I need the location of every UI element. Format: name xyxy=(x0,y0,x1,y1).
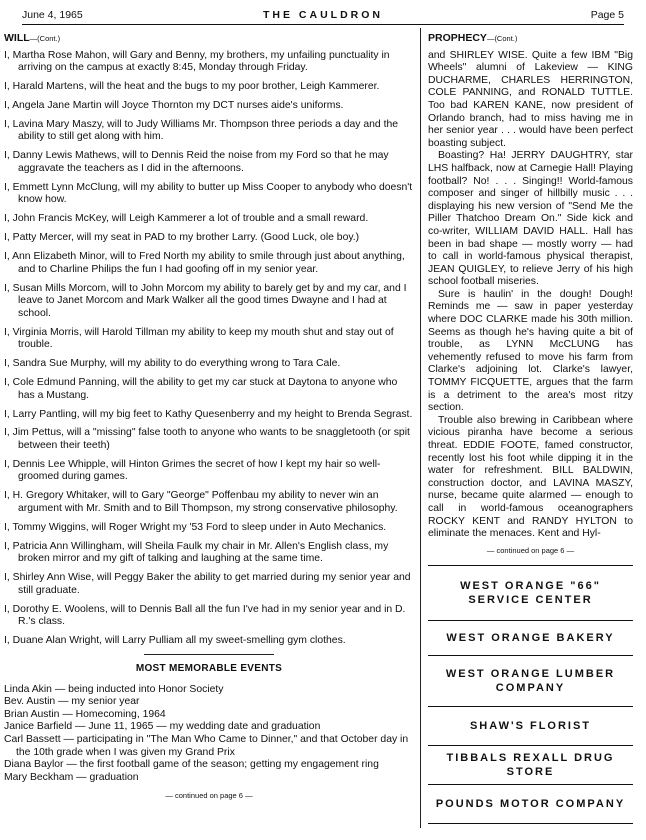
memorable-event: Mary Beckham — graduation xyxy=(4,771,139,783)
prophecy-paragraph: Trouble also brewing in Caribbean where vicious piranha have become a serious threat. EDDIE FOOTE, famed constructor, recently lost his foot while dipping it in the water for refreshment. BILL BALDWIN, construction doctor, and LAVINA MASZY, nurse, became quite alarmed — enough to call in world-famous oceanographers ROCKY KENT and RANDY HYLTON to eliminate the menaces. Kent and Hyl- xyxy=(428,414,633,540)
will-entry: I, Tommy Wiggins, will Roger Wright my '53 Ford to sleep under in Auto Mechanics. xyxy=(4,521,387,533)
will-entry: I, Susan Mills Morcom, will to John Morcom my ability to barely get by and my car, and I leave to Janet Morcom and Mark Walker all the good times Dwayne and I had at school. xyxy=(4,282,407,319)
will-entry: I, Virginia Morris, will Harold Tillman my ability to keep my mouth shut and stay out of trouble. xyxy=(4,326,394,351)
will-entry: I, Dennis Lee Whipple, will Hinton Grimes the secret of how I kept my hair so well-groomed during games. xyxy=(4,458,381,483)
prophecy-heading xyxy=(428,32,633,46)
page-header xyxy=(22,8,624,25)
ad-line-1: WEST ORANGE BAKERY xyxy=(446,632,615,645)
will-heading xyxy=(4,32,414,46)
newspaper-title: THE CAULDRON xyxy=(263,9,383,21)
will-entry: I, Danny Lewis Mathews, will to Dennis Reid the noise from my Ford so that he may aggravate the teachers as I did in the afternoons. xyxy=(4,150,389,174)
ad-line-2: SERVICE CENTER xyxy=(468,594,593,607)
will-entry: I, Duane Alan Wright, will Larry Pulliam all my sweet-smelling gym clothes. xyxy=(4,635,346,647)
prophecy-heading-text: PROPHECY xyxy=(428,32,487,44)
will-entry: I, Jim Pettus, will a "missing" false tooth to anyone who wants to be snaggletooth (or spit between their teeth) xyxy=(4,427,410,451)
page-number: Page 5 xyxy=(590,9,624,21)
advertisements xyxy=(428,566,633,824)
ad-box xyxy=(428,785,633,824)
ad-line-1: WEST ORANGE "66" xyxy=(460,580,601,593)
issue-date: June 4, 1965 xyxy=(22,9,83,21)
will-heading-text: WILL xyxy=(4,32,30,44)
will-entry: I, Martha Rose Mahon, will Gary and Benny, my brothers, my unfailing punctuality in arriving on the campus at exactly 8:45, Monday through Friday. xyxy=(4,49,390,74)
memorable-events-title: MOST MEMORABLE EVENTS xyxy=(135,663,283,675)
continued-note-left: — continued on page 6 — xyxy=(165,791,253,801)
memorable-event: Linda Akin — being inducted into Honor Society xyxy=(4,683,224,695)
will-entry: I, Emmett Lynn McClung, will my ability to butter up Miss Cooper to anybody who doesn't know how. xyxy=(4,181,413,206)
continued-note-right: — continued on page 6 — xyxy=(428,545,633,567)
memorable-event: Janice Barfield — June 11, 1965 — my wedding date and graduation xyxy=(4,721,321,733)
memorable-event: Carl Bassett — participating in "The Man Who Came to Dinner," and that October day in the 10th grade when I was given my Grand Prix xyxy=(4,734,409,758)
ad-box xyxy=(428,707,633,746)
will-entry: I, Dorothy E. Woolens, will to Dennis Ball all the fun I've had in my senior year and in D. R.'s class. xyxy=(4,603,406,628)
ad-line-1: POUNDS MOTOR COMPANY xyxy=(435,798,626,811)
will-entry: I, Cole Edmund Panning, will the ability to get my car stuck at Daytona to anyone who has a Mustang. xyxy=(4,377,398,401)
will-entry: I, Ann Elizabeth Minor, will to Fred North my ability to smile through just about anything, and to Charline Philips the fun I had goofing off in my senior year. xyxy=(4,251,405,275)
will-entry: I, Sandra Sue Murphy, will my ability to do everything wrong to Tara Cale. xyxy=(4,358,341,370)
will-column xyxy=(4,30,414,830)
will-entries xyxy=(4,50,414,648)
prophecy-paragraph: Boasting? Ha! JERRY DAUGHTRY, star LHS halfback, now at Carnegie Hall! Playing football? No! . . . Singing!! World-famous composer and singer of hillbilly music . . . displaying his new version of "Send Me the Piller Thatchoo Dream On." Side kick and co-writer, WILLIAM DAVID HALL. Hall has been in bad shape — mostly worry — had to call in world-famous physical therapist, JEAN QUIGLEY, to relieve Jerry of his high school football miseries. xyxy=(428,150,633,288)
ad-box xyxy=(428,746,633,785)
ad-line-2: COMPANY xyxy=(495,682,566,695)
ad-line-1: SHAW'S FLORIST xyxy=(469,720,592,733)
memorable-event: Bev. Austin — my senior year xyxy=(4,696,140,708)
ad-box xyxy=(428,621,633,656)
will-entry: I, John Francis McKey, will Leigh Kammerer a lot of trouble and a small reward. xyxy=(4,213,369,225)
will-entry: I, Shirley Ann Wise, will Peggy Baker the ability to get married during my senior year and still graduate. xyxy=(4,572,411,596)
prophecy-heading-suffix: —(Cont.) xyxy=(486,34,518,43)
ad-box xyxy=(428,656,633,707)
ad-line-1: WEST ORANGE LUMBER xyxy=(445,668,616,681)
section-divider xyxy=(144,654,274,655)
ad-line-1: TIBBALS REXALL DRUG STORE xyxy=(446,752,615,779)
will-heading-suffix: —(Cont.) xyxy=(29,34,61,43)
prophecy-paragraph: and SHIRLEY WISE. Quite a few IBM "Big Wheels" alumni of Lakeview — KING DUCHARME, CHARLES HERRINGTON, COLE PANNING, and RONALD TUTTLE. Too bad KAREN KANE, now president of Orlando branch, had to miss having me in her senior year . . . would have been perfect boasting subject. xyxy=(428,49,633,149)
will-entry: I, Harald Martens, will the heat and the bugs to my poor brother, Leigh Kammerer. xyxy=(4,81,380,93)
ad-box xyxy=(428,566,633,621)
prophecy-paragraph: Sure is haulin' in the dough! Dough! Reminds me — saw in paper yesterday where DOC CLARKE made his 30th million. Seems as though he's having quite a bit of trouble, as LYNN McCLUNG has vehemently refused to move his farm from Clarke's adjoining lot. Clarke's lawyer, TOMMY FICQUETTE, argues that the farm is a detriment to the area's most ritzy section. xyxy=(428,288,633,414)
will-entry: I, Patty Mercer, will my seat in PAD to my brother Larry. (Good Luck, ole boy.) xyxy=(4,232,360,244)
memorable-event: Diana Baylor — the first football game of the season; getting my engagement ring xyxy=(4,759,379,771)
column-divider xyxy=(420,28,421,828)
prophecy-text xyxy=(428,50,633,541)
will-entry: I, Patricia Ann Willingham, will Sheila Faulk my chair in Mr. Allen's English class, my broken mirror and my gift of talking and laughing at the same time. xyxy=(4,540,389,565)
prophecy-column xyxy=(428,30,633,830)
will-entry: I, Lavina Mary Maszy, will to Judy Williams Mr. Thompson three periods a day and the ability to still get along with him. xyxy=(4,118,399,143)
memorable-event: Brian Austin — Homecoming, 1964 xyxy=(4,708,166,720)
will-entry: I, H. Gregory Whitaker, will to Gary "George" Poffenbau my ability to never win an argument with Mr. Smith and to Bill Thompson, my strong conservative philosophy. xyxy=(4,490,398,514)
memorable-events-list xyxy=(4,684,414,785)
will-entry: I, Larry Pantling, will my big feet to Kathy Quesenberry and my height to Brenda Segrast. xyxy=(4,408,413,420)
will-entry: I, Angela Jane Martin will Joyce Thornton my DCT nurses aide's uniforms. xyxy=(4,99,344,111)
